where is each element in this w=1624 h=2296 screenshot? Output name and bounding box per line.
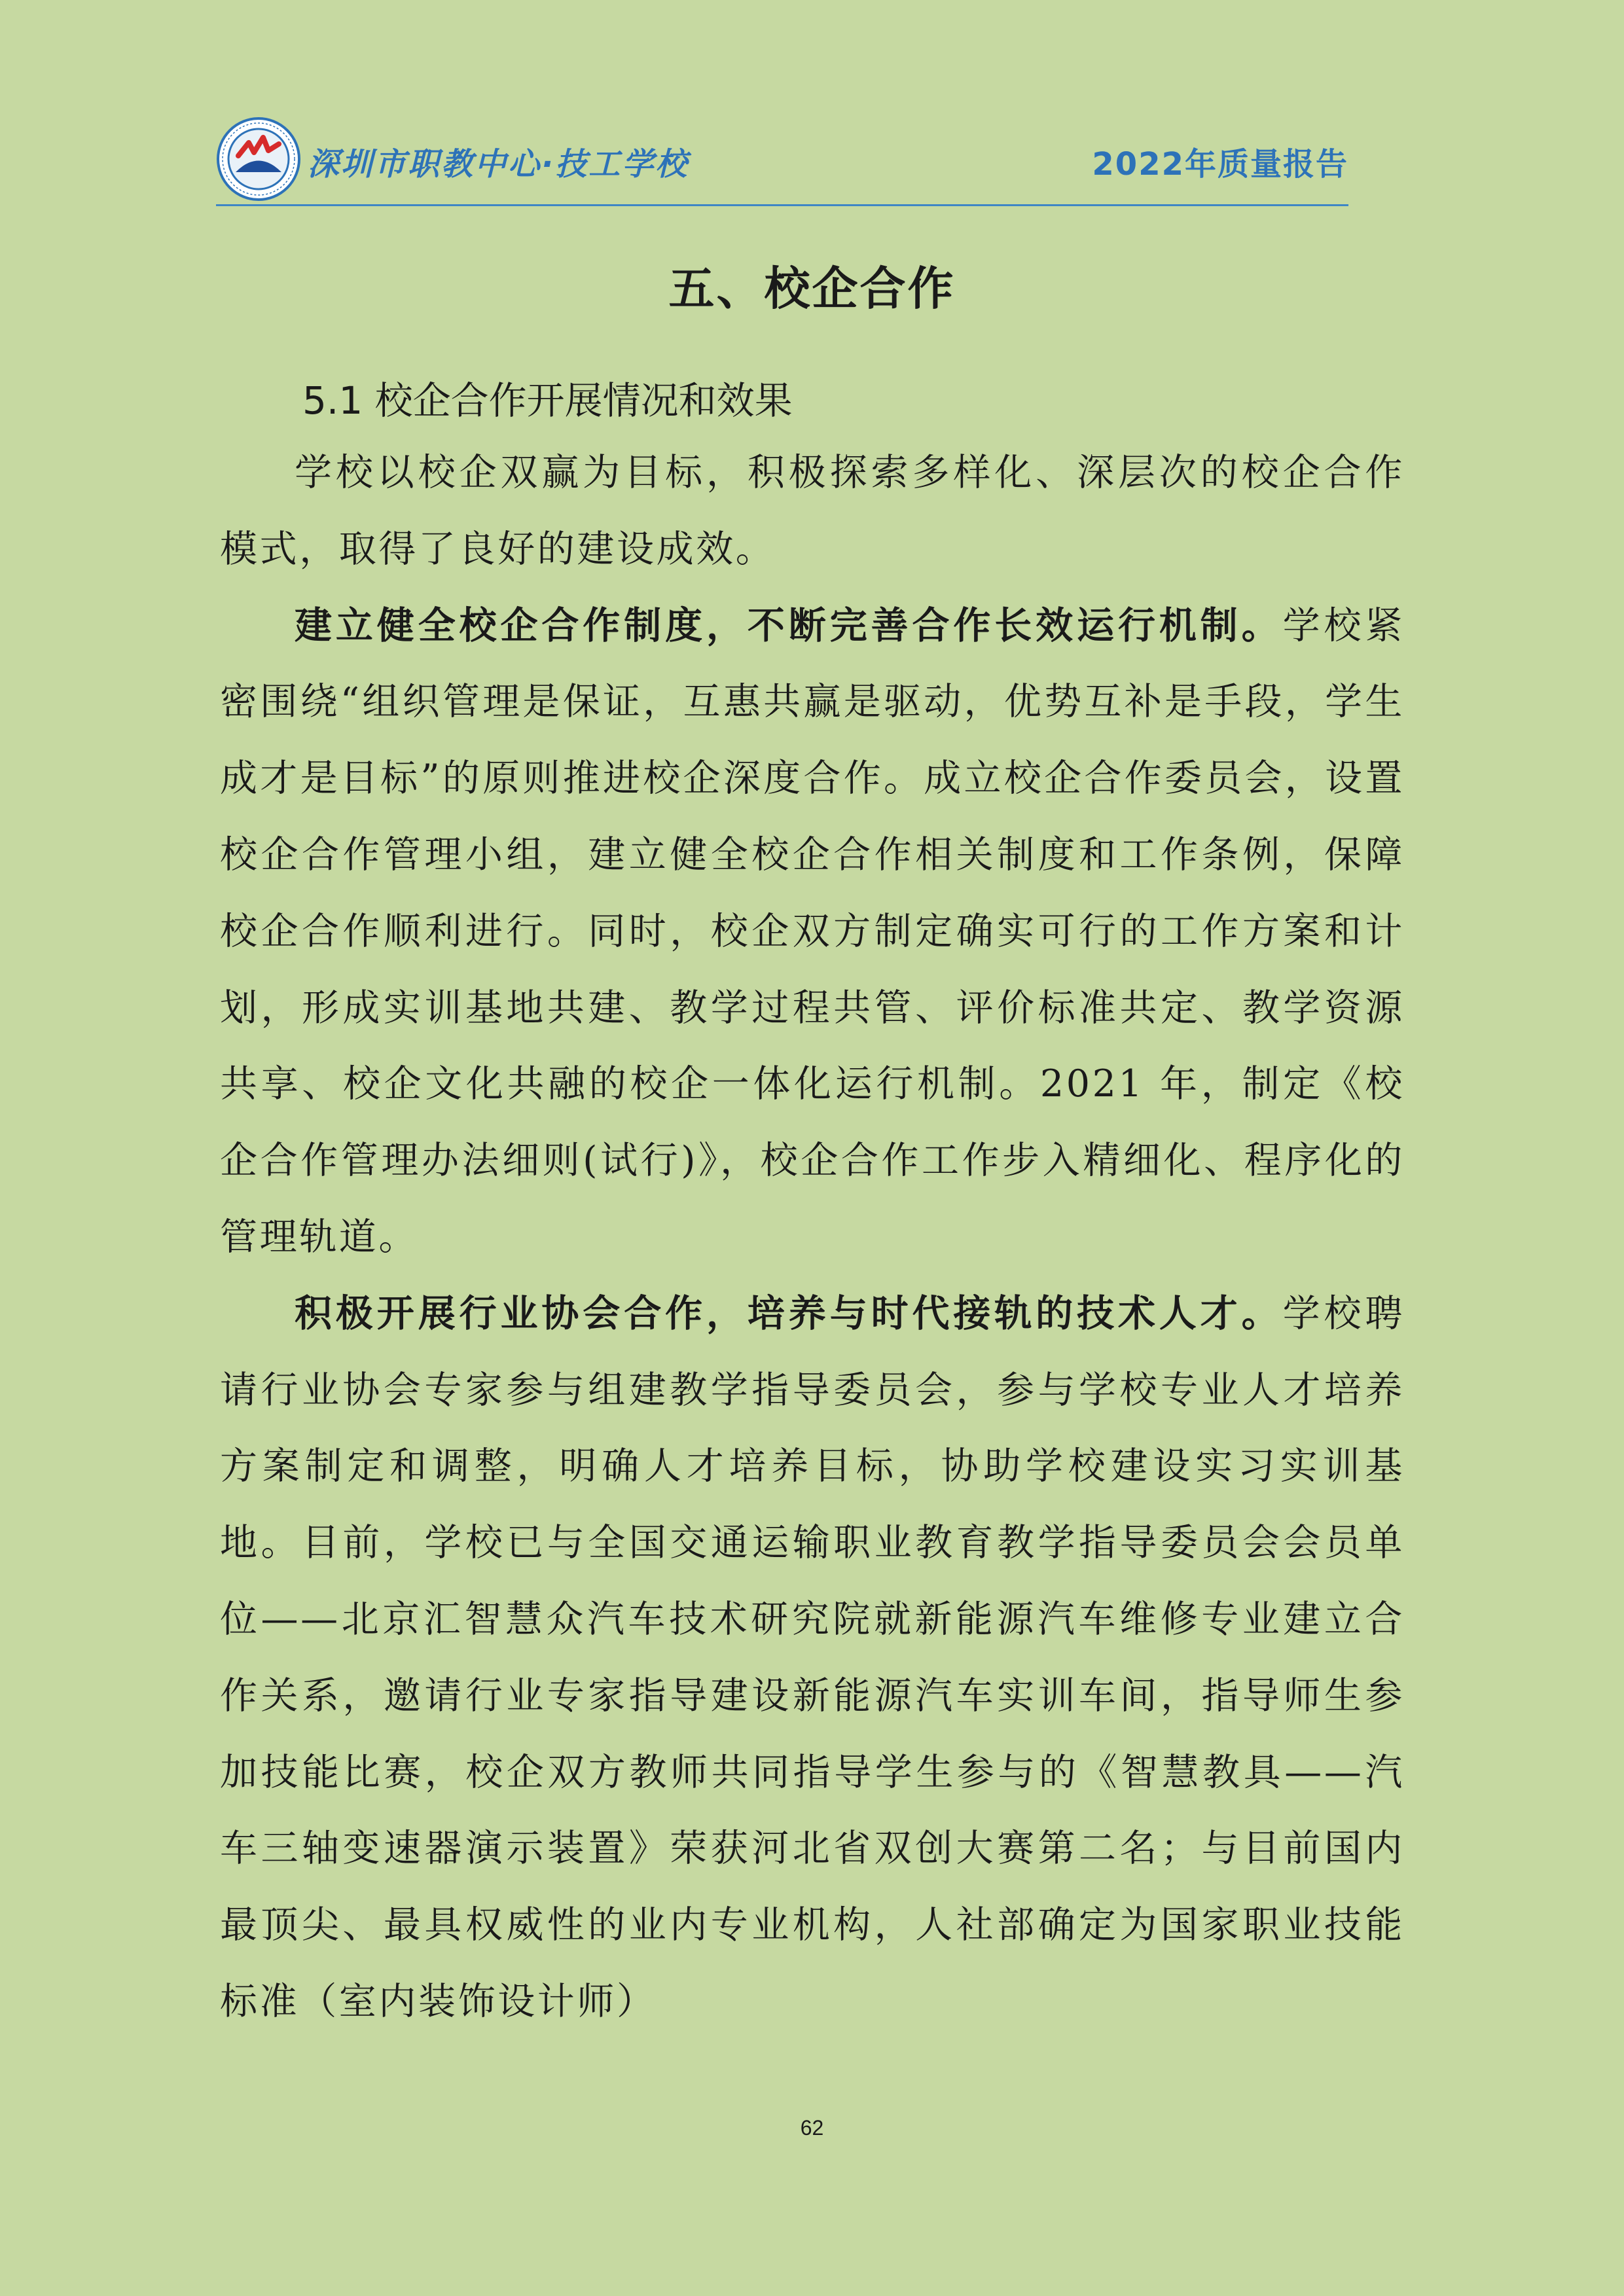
paragraph-2: [220, 588, 1405, 1276]
report-title: 2022年质量报告: [1092, 146, 1348, 183]
paragraph-3-lead: 积极开展行业协会合作，培养与时代接轨的技术人才。: [295, 1291, 1283, 1335]
paragraph-1: [220, 435, 1405, 588]
paragraph-3-text: 学校聘请行业协会专家参与组建教学指导委员会，参与学校专业人才培养方案制定和调整，明确人才培养目标，协助学校建设实习实训基地。目前，学校已与全国交通运输职业教育教学指导委员会会员单位——北京汇智慧众汽车技术研究院就新能源汽车维修专业建立合作关系，邀请行业专家指导建设新能源汽车实训车间，指导师生参加技能比赛，校企双方教师共同指导学生参与的《智慧教具——汽车三轴变速器演示装置》荣获河北省双创大赛第二名；与目前国内最顶尖、最具权威性的业内专业机构，人社部确定为国家职业技能标准（室内装饰设计师）: [220, 1291, 1405, 2023]
school-name: 深圳市职教中心·技工学校: [308, 146, 689, 183]
body-text: [220, 435, 1405, 2040]
paragraph-1-text: 学校以校企双赢为目标，积极探索多样化、深层次的校企合作模式，取得了良好的建设成效。: [220, 451, 1405, 571]
paragraph-2-lead: 建立健全校企合作制度，不断完善合作长效运行机制。: [295, 603, 1283, 647]
chapter-title: 五、校企合作: [668, 262, 956, 315]
header-divider: [216, 204, 1348, 206]
section-title: 5.1 校企合作开展情况和效果: [302, 378, 793, 423]
paragraph-2-text: 学校紧密围绕“组织管理是保证，互惠共赢是驱动，优势互补是手段，学生成才是目标”的原则推进校企深度合作。成立校企合作委员会，设置校企合作管理小组，建立健全校企合作相关制度和工作条例，保障校企合作顺利进行。同时，校企双方制定确实可行的工作方案和计划，形成实训基地共建、教学过程共管、评价标准共定、教学资源共享、校企文化共融的校企一体化运行机制。2021 年，制定《校企合作管理办法细则(试行)》，校企合作工作步入精细化、程序化的管理轨道。: [220, 603, 1405, 1259]
page-number: 62: [800, 2116, 824, 2140]
school-emblem-icon: [216, 117, 301, 202]
page-header: [216, 117, 1348, 208]
paragraph-3: [220, 1276, 1405, 2040]
